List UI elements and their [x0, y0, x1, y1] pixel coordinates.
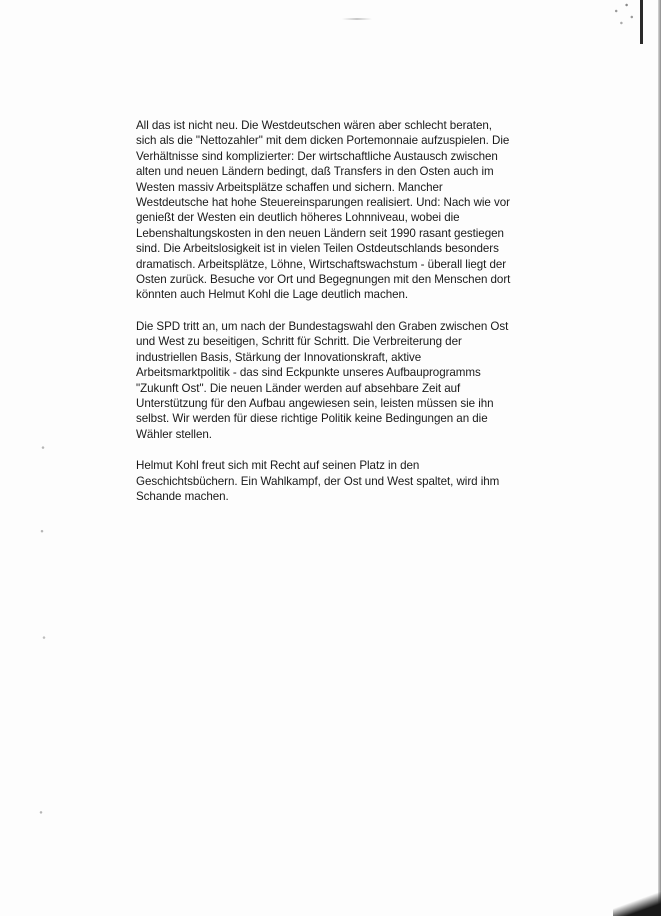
text-line: Arbeitsmarktpolitik - das sind Eckpunkte unseres Aufbauprogramms — [136, 366, 481, 380]
scan-speck — [342, 18, 372, 20]
text-line: Westdeutsche hat hohe Steuereinsparungen realisiert. Und: Nach wie vor — [136, 196, 510, 210]
text-line: Osten zurück. Besuche vor Ort und Begegnungen mit den Menschen dort — [136, 273, 511, 287]
text-line: Westen massiv Arbeitsplätze schaffen und sichern. Mancher — [136, 180, 443, 194]
text-line: industriellen Basis, Stärkung der Innovationskraft, aktive — [136, 350, 422, 364]
text-line: All das ist nicht neu. Die Westdeutschen wären aber schlecht beraten, — [136, 119, 492, 132]
text-line: Verhältnisse sind komplizierter: Der wirtschaftliche Austausch zwischen — [136, 149, 498, 163]
scan-edge-mark — [640, 0, 643, 44]
text-line: Schande machen. — [136, 489, 229, 503]
text-line: dramatisch. Arbeitsplätze, Löhne, Wirtschaftswachstum - überall liegt der — [136, 257, 507, 271]
paragraph-2 — [136, 319, 508, 442]
text-line: genießt der Westen ein deutlich höheres Lohnniveau, wobei die — [136, 211, 460, 225]
text-line: sind. Die Arbeitslosigkeit ist in vielen Teilen Ostdeutschlands besonders — [136, 242, 499, 256]
scan-corner-shadow — [613, 892, 661, 916]
text-line: Geschichtsbüchern. Ein Wahlkampf, der Ost und West spaltet, wird ihm — [136, 474, 500, 488]
text-line: sich als die "Nettozahler" mit dem dicken Portemonnaie aufzuspielen. Die — [136, 134, 510, 148]
text-line: Die SPD tritt an, um nach der Bundestagswahl den Graben zwischen Ost — [136, 319, 509, 333]
body-text — [136, 118, 511, 504]
scan-noise — [611, 2, 637, 32]
paragraph-3 — [136, 458, 508, 504]
scan-specks — [38, 440, 48, 820]
text-line: Lebenshaltungskosten in den neuen Ländern seit 1990 rasant gestiegen — [136, 226, 504, 240]
text-line: "Zukunft Ost". Die neuen Länder werden auf absehbare Zeit auf — [136, 381, 461, 395]
text-line: selbst. Wir werden für diese richtige Politik keine Bedingungen an die — [136, 412, 488, 426]
text-line: Helmut Kohl freut sich mit Recht auf seinen Platz in den — [136, 459, 420, 473]
text-line: alten und neuen Ländern bedingt, daß Transfers in den Osten auch im — [136, 165, 494, 179]
text-line: könnten auch Helmut Kohl die Lage deutlich machen. — [136, 288, 409, 302]
paragraph-1 — [136, 118, 511, 303]
text-line: Wähler stellen. — [136, 427, 212, 441]
text-line: Unterstützung für den Aufbau angewiesen sein, leisten müssen sie ihn — [136, 396, 494, 410]
text-line: und West zu beseitigen, Schritt für Schritt. Die Verbreiterung der — [136, 335, 462, 349]
